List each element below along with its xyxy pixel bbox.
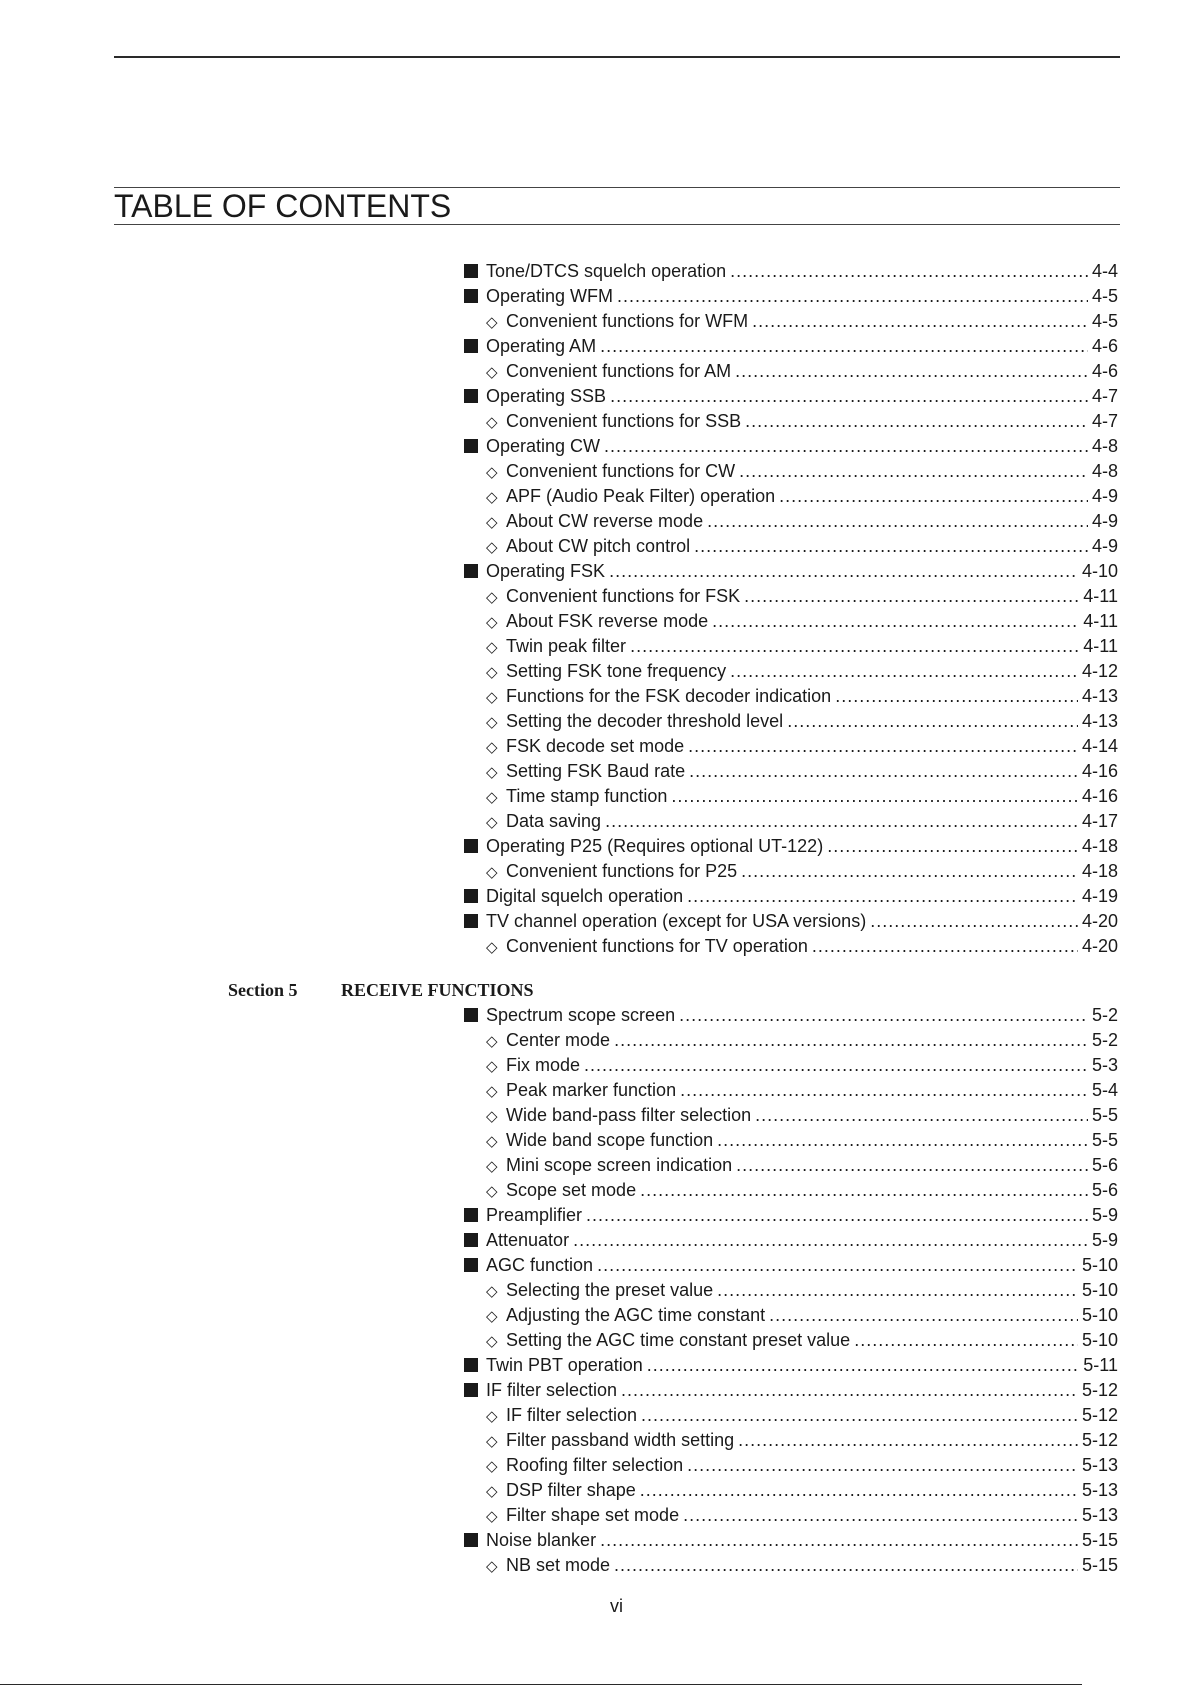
dot-leader <box>687 1453 1078 1478</box>
toc-entry-page: 4-10 <box>1081 561 1118 581</box>
hollow-diamond-bullet-icon: ◇ <box>486 364 498 381</box>
hollow-diamond-bullet-icon: ◇ <box>486 1483 498 1500</box>
toc-subentry[interactable] <box>464 934 1118 959</box>
hollow-diamond-bullet-icon: ◇ <box>486 314 498 331</box>
toc-entry-title: IF filter selection <box>486 1380 618 1400</box>
dot-leader <box>752 309 1088 334</box>
toc-entry-page: 5-10 <box>1081 1330 1118 1350</box>
toc-entry-page: 4-20 <box>1081 936 1118 956</box>
hollow-diamond-bullet-icon: ◇ <box>486 1033 498 1050</box>
dot-leader <box>779 484 1088 509</box>
toc-subentry[interactable] <box>464 534 1118 559</box>
hollow-diamond-bullet-icon: ◇ <box>486 414 498 431</box>
toc-entry-page: 5-4 <box>1091 1080 1118 1100</box>
toc-entry-page: 5-3 <box>1091 1055 1118 1075</box>
hollow-diamond-bullet-icon: ◇ <box>486 1133 498 1150</box>
hollow-diamond-bullet-icon: ◇ <box>486 1433 498 1450</box>
toc-entry[interactable] <box>464 1003 1118 1028</box>
dot-leader <box>827 834 1078 859</box>
toc-entry[interactable] <box>464 559 1118 584</box>
toc-entry-title: Convenient functions for AM <box>506 361 732 381</box>
hollow-diamond-bullet-icon: ◇ <box>486 864 498 881</box>
header-rule <box>114 56 1120 58</box>
section-title: RECEIVE FUNCTIONS <box>341 980 534 1000</box>
toc-subentry[interactable] <box>464 509 1118 534</box>
toc-entry-page: 4-19 <box>1081 886 1118 906</box>
toc-entry-title: Fix mode <box>506 1055 581 1075</box>
toc-entry-title: TV channel operation (except for USA versions) <box>486 911 867 931</box>
toc-entry-page: 4-8 <box>1091 436 1118 456</box>
toc-entry-title: Operating WFM <box>486 286 614 306</box>
dot-leader <box>586 1203 1088 1228</box>
toc-entry-page: 5-13 <box>1081 1505 1118 1525</box>
toc-entry-page: 4-12 <box>1081 661 1118 681</box>
hollow-diamond-bullet-icon: ◇ <box>486 1458 498 1475</box>
toc-entry-page: 4-5 <box>1091 286 1118 306</box>
toc-entry-title: Center mode <box>506 1030 611 1050</box>
toc-entry-title: Filter shape set mode <box>506 1505 680 1525</box>
toc-subentry[interactable] <box>464 409 1118 434</box>
hollow-diamond-bullet-icon: ◇ <box>486 539 498 556</box>
dot-leader <box>614 1553 1078 1578</box>
toc-entry-title: Operating AM <box>486 336 597 356</box>
toc-entry-page: 4-9 <box>1091 536 1118 556</box>
toc-entry-page: 4-9 <box>1091 511 1118 531</box>
filled-square-bullet-icon <box>464 1208 478 1222</box>
toc-entry-title: Wide band-pass filter selection <box>506 1105 752 1125</box>
filled-square-bullet-icon <box>464 439 478 453</box>
dot-leader <box>640 1178 1088 1203</box>
dot-leader <box>694 534 1088 559</box>
hollow-diamond-bullet-icon: ◇ <box>486 714 498 731</box>
filled-square-bullet-icon <box>464 1533 478 1547</box>
toc-entry-title: APF (Audio Peak Filter) operation <box>506 486 776 506</box>
toc-entry[interactable] <box>464 1378 1118 1403</box>
dot-leader <box>609 559 1078 584</box>
toc-entry-page: 4-7 <box>1091 386 1118 406</box>
toc-entry-title: Setting the decoder threshold level <box>506 711 784 731</box>
toc-entry-title: Convenient functions for SSB <box>506 411 742 431</box>
dot-leader <box>680 1078 1088 1103</box>
toc-entry-title: Convenient functions for P25 <box>506 861 738 881</box>
dot-leader <box>835 684 1078 709</box>
toc-subentry[interactable] <box>464 584 1118 609</box>
dot-leader <box>630 634 1079 659</box>
filled-square-bullet-icon <box>464 339 478 353</box>
dot-leader <box>812 934 1078 959</box>
toc-entry-title: Roofing filter selection <box>506 1455 684 1475</box>
toc-entry[interactable] <box>464 884 1118 909</box>
dot-leader <box>605 809 1078 834</box>
dot-leader <box>640 1478 1078 1503</box>
toc-subentry[interactable] <box>464 1028 1118 1053</box>
toc-entry-page: 5-15 <box>1081 1530 1118 1550</box>
hollow-diamond-bullet-icon: ◇ <box>486 1333 498 1350</box>
hollow-diamond-bullet-icon: ◇ <box>486 1158 498 1175</box>
toc-subentry[interactable] <box>464 1303 1118 1328</box>
toc-subentry[interactable] <box>464 1103 1118 1128</box>
toc-entry[interactable] <box>464 909 1118 934</box>
toc-entry-title: Selecting the preset value <box>506 1280 714 1300</box>
dot-leader <box>736 1153 1088 1178</box>
dot-leader <box>870 909 1078 934</box>
section-number: Section 5 <box>228 980 298 1000</box>
toc-subentry[interactable] <box>464 809 1118 834</box>
filled-square-bullet-icon <box>464 564 478 578</box>
toc-entry-title: Scope set mode <box>506 1180 637 1200</box>
toc-entry-page: 4-16 <box>1081 786 1118 806</box>
hollow-diamond-bullet-icon: ◇ <box>486 789 498 806</box>
hollow-diamond-bullet-icon: ◇ <box>486 814 498 831</box>
toc-entry-title: IF filter selection <box>506 1405 638 1425</box>
toc-entry-page: 4-18 <box>1081 861 1118 881</box>
hollow-diamond-bullet-icon: ◇ <box>486 664 498 681</box>
toc-entry-title: Convenient functions for CW <box>506 461 736 481</box>
toc-entry-title: Peak marker function <box>506 1080 677 1100</box>
toc-entry-title: Operating SSB <box>486 386 607 406</box>
toc-entry-page: 5-13 <box>1081 1480 1118 1500</box>
hollow-diamond-bullet-icon: ◇ <box>486 689 498 706</box>
dot-leader <box>584 1053 1088 1078</box>
toc-subentry[interactable] <box>464 859 1118 884</box>
toc-subentry[interactable] <box>464 484 1118 509</box>
toc-entry-title: Digital squelch operation <box>486 886 684 906</box>
toc-entry-page: 4-16 <box>1081 761 1118 781</box>
toc-entry-title: Twin PBT operation <box>486 1355 643 1375</box>
toc-entry-page: 5-10 <box>1081 1305 1118 1325</box>
toc-entry-page: 4-5 <box>1091 311 1118 331</box>
dot-leader <box>600 334 1088 359</box>
toc-entry-title: Spectrum scope screen <box>486 1005 676 1025</box>
toc-subentry[interactable] <box>464 1153 1118 1178</box>
filled-square-bullet-icon <box>464 1358 478 1372</box>
hollow-diamond-bullet-icon: ◇ <box>486 1183 498 1200</box>
hollow-diamond-bullet-icon: ◇ <box>486 1058 498 1075</box>
toc-entry-title: Attenuator <box>486 1230 570 1250</box>
toc-entry-page: 5-5 <box>1091 1105 1118 1125</box>
toc-entry-page: 5-6 <box>1091 1180 1118 1200</box>
toc-subentry[interactable] <box>464 1478 1118 1503</box>
toc-entry[interactable] <box>464 384 1118 409</box>
toc-entry-title: Operating P25 (Requires optional UT-122) <box>486 836 824 856</box>
dot-leader <box>741 859 1078 884</box>
hollow-diamond-bullet-icon: ◇ <box>486 514 498 531</box>
toc-subentry[interactable] <box>464 709 1118 734</box>
hollow-diamond-bullet-icon: ◇ <box>486 589 498 606</box>
dot-leader <box>717 1128 1088 1153</box>
dot-leader <box>738 1428 1078 1453</box>
filled-square-bullet-icon <box>464 289 478 303</box>
hollow-diamond-bullet-icon: ◇ <box>486 614 498 631</box>
toc-entry-page: 4-20 <box>1081 911 1118 931</box>
toc-entry-page: 5-10 <box>1081 1280 1118 1300</box>
hollow-diamond-bullet-icon: ◇ <box>486 939 498 956</box>
toc-subentry[interactable] <box>464 1053 1118 1078</box>
dot-leader <box>769 1303 1078 1328</box>
toc-entry-title: Adjusting the AGC time constant <box>506 1305 766 1325</box>
toc-entry[interactable] <box>464 259 1118 284</box>
toc-entry-page: 4-13 <box>1081 711 1118 731</box>
toc-subentry[interactable] <box>464 609 1118 634</box>
filled-square-bullet-icon <box>464 914 478 928</box>
toc-subentry[interactable] <box>464 309 1118 334</box>
toc-entry[interactable] <box>464 1353 1118 1378</box>
dot-leader <box>755 1103 1088 1128</box>
toc-entry-title: Wide band scope function <box>506 1130 714 1150</box>
toc-entry[interactable] <box>464 834 1118 859</box>
toc-entry-page: 5-12 <box>1081 1430 1118 1450</box>
filled-square-bullet-icon <box>464 839 478 853</box>
toc-entry-title: Time stamp function <box>506 786 668 806</box>
toc-entry-page: 5-12 <box>1081 1380 1118 1400</box>
dot-leader <box>735 359 1088 384</box>
dot-leader <box>600 1528 1078 1553</box>
filled-square-bullet-icon <box>464 1233 478 1247</box>
hollow-diamond-bullet-icon: ◇ <box>486 1508 498 1525</box>
dot-leader <box>683 1503 1078 1528</box>
toc-entry-title: Convenient functions for TV operation <box>506 936 808 956</box>
toc-subentry[interactable] <box>464 1428 1118 1453</box>
toc-entry[interactable] <box>464 434 1118 459</box>
toc-entry-title: Data saving <box>506 811 602 831</box>
toc-entry-page: 5-2 <box>1091 1005 1118 1025</box>
hollow-diamond-bullet-icon: ◇ <box>486 1308 498 1325</box>
toc-entry-page: 4-13 <box>1081 686 1118 706</box>
toc-entry-title: Convenient functions for FSK <box>506 586 741 606</box>
section-heading <box>228 978 534 1002</box>
page-title: TABLE OF CONTENTS <box>114 187 1120 225</box>
hollow-diamond-bullet-icon: ◇ <box>486 639 498 656</box>
toc-entry-page: 4-18 <box>1081 836 1118 856</box>
filled-square-bullet-icon <box>464 889 478 903</box>
toc-entry-page: 5-6 <box>1091 1155 1118 1175</box>
dot-leader <box>617 284 1088 309</box>
toc-subentry[interactable] <box>464 759 1118 784</box>
toc-entry-page: 4-4 <box>1091 261 1118 281</box>
toc-entry-title: FSK decode set mode <box>506 736 685 756</box>
toc-entry[interactable] <box>464 1528 1118 1553</box>
toc-entry-title: Twin peak filter <box>506 636 627 656</box>
toc-entry-title: Tone/DTCS squelch operation <box>486 261 727 281</box>
hollow-diamond-bullet-icon: ◇ <box>486 1558 498 1575</box>
toc-subentry[interactable] <box>464 1128 1118 1153</box>
toc-entry-page: 4-6 <box>1091 336 1118 356</box>
toc-entry-page: 4-11 <box>1083 586 1118 606</box>
toc-entry-title: NB set mode <box>506 1555 611 1575</box>
toc-entry[interactable] <box>464 334 1118 359</box>
toc-entry-title: About FSK reverse mode <box>506 611 709 631</box>
dot-leader <box>641 1403 1078 1428</box>
toc-subentry[interactable] <box>464 1453 1118 1478</box>
toc-entry[interactable] <box>464 284 1118 309</box>
toc-entry-title: Setting the AGC time constant preset value <box>506 1330 851 1350</box>
dot-leader <box>647 1353 1080 1378</box>
dot-leader <box>573 1228 1088 1253</box>
toc-entry-title: AGC function <box>486 1255 594 1275</box>
toc-entry-page: 4-11 <box>1083 636 1118 656</box>
dot-leader <box>679 1003 1088 1028</box>
page-number: vi <box>610 1596 623 1616</box>
dot-leader <box>707 509 1088 534</box>
toc-entry-page: 4-6 <box>1091 361 1118 381</box>
dot-leader <box>688 734 1078 759</box>
toc-subentry[interactable] <box>464 1078 1118 1103</box>
dot-leader <box>730 259 1088 284</box>
toc-subentry[interactable] <box>464 1403 1118 1428</box>
toc-subentry[interactable] <box>464 1328 1118 1353</box>
toc-entry-page: 5-10 <box>1081 1255 1118 1275</box>
toc-entry-title: Mini scope screen indication <box>506 1155 733 1175</box>
dot-leader <box>610 384 1088 409</box>
dot-leader <box>621 1378 1078 1403</box>
toc-entry-title: Setting FSK Baud rate <box>506 761 686 781</box>
toc-entry-title: Operating CW <box>486 436 601 456</box>
toc-entry-title: DSP filter shape <box>506 1480 636 1500</box>
toc-entry-title: Noise blanker <box>486 1530 597 1550</box>
hollow-diamond-bullet-icon: ◇ <box>486 1108 498 1125</box>
toc-subentry[interactable] <box>464 659 1118 684</box>
dot-leader <box>730 659 1078 684</box>
toc-entry-page: 5-13 <box>1081 1455 1118 1475</box>
dot-leader <box>689 759 1078 784</box>
dot-leader <box>854 1328 1078 1353</box>
toc-entry-page: 4-17 <box>1081 811 1118 831</box>
toc-entry-title: Functions for the FSK decoder indication <box>506 686 832 706</box>
toc-entry-page: 5-12 <box>1081 1405 1118 1425</box>
toc-entry-title: Operating FSK <box>486 561 606 581</box>
dot-leader <box>597 1253 1078 1278</box>
toc-entry-page: 5-9 <box>1091 1205 1118 1225</box>
toc-entry-page: 5-9 <box>1091 1230 1118 1250</box>
toc-subentry[interactable] <box>464 1178 1118 1203</box>
hollow-diamond-bullet-icon: ◇ <box>486 739 498 756</box>
hollow-diamond-bullet-icon: ◇ <box>486 1408 498 1425</box>
dot-leader <box>787 709 1078 734</box>
toc-entry-title: Filter passband width setting <box>506 1430 735 1450</box>
dot-leader <box>717 1278 1078 1303</box>
dot-leader <box>604 434 1088 459</box>
dot-leader <box>739 459 1088 484</box>
dot-leader <box>744 584 1079 609</box>
toc-entry-title: Preamplifier <box>486 1205 583 1225</box>
toc-subentry[interactable] <box>464 459 1118 484</box>
toc-entry-page: 5-5 <box>1091 1130 1118 1150</box>
hollow-diamond-bullet-icon: ◇ <box>486 764 498 781</box>
dot-leader <box>614 1028 1088 1053</box>
toc-entry[interactable] <box>464 1228 1118 1253</box>
toc-subentry[interactable] <box>464 359 1118 384</box>
dot-leader <box>712 609 1079 634</box>
toc-entry-title: Setting FSK tone frequency <box>506 661 727 681</box>
toc-entry-page: 4-14 <box>1081 736 1118 756</box>
toc-subentry[interactable] <box>464 634 1118 659</box>
hollow-diamond-bullet-icon: ◇ <box>486 489 498 506</box>
toc-entry-page: 4-11 <box>1083 611 1118 631</box>
toc-list-section-4 <box>464 259 1118 959</box>
hollow-diamond-bullet-icon: ◇ <box>486 1083 498 1100</box>
dot-leader <box>671 784 1078 809</box>
filled-square-bullet-icon <box>464 264 478 278</box>
toc-list-section-5 <box>464 1003 1118 1578</box>
filled-square-bullet-icon <box>464 1258 478 1272</box>
filled-square-bullet-icon <box>464 389 478 403</box>
hollow-diamond-bullet-icon: ◇ <box>486 464 498 481</box>
dot-leader <box>745 409 1088 434</box>
toc-entry-page: 5-15 <box>1081 1555 1118 1575</box>
toc-entry-page: 4-8 <box>1091 461 1118 481</box>
toc-subentry[interactable] <box>464 784 1118 809</box>
filled-square-bullet-icon <box>464 1008 478 1022</box>
toc-entry-title: About CW reverse mode <box>506 511 704 531</box>
toc-entry-page: 5-11 <box>1083 1355 1118 1375</box>
toc-subentry[interactable] <box>464 1278 1118 1303</box>
toc-entry-page: 4-9 <box>1091 486 1118 506</box>
hollow-diamond-bullet-icon: ◇ <box>486 1283 498 1300</box>
filled-square-bullet-icon <box>464 1383 478 1397</box>
toc-entry-page: 5-2 <box>1091 1030 1118 1050</box>
toc-subentry[interactable] <box>464 1503 1118 1528</box>
toc-entry[interactable] <box>464 1203 1118 1228</box>
toc-subentry[interactable] <box>464 734 1118 759</box>
toc-entry-title: Convenient functions for WFM <box>506 311 749 331</box>
dot-leader <box>687 884 1078 909</box>
toc-subentry[interactable] <box>464 684 1118 709</box>
toc-entry-title: About CW pitch control <box>506 536 691 556</box>
toc-subentry[interactable] <box>464 1553 1118 1578</box>
toc-entry[interactable] <box>464 1253 1118 1278</box>
toc-entry-page: 4-7 <box>1091 411 1118 431</box>
